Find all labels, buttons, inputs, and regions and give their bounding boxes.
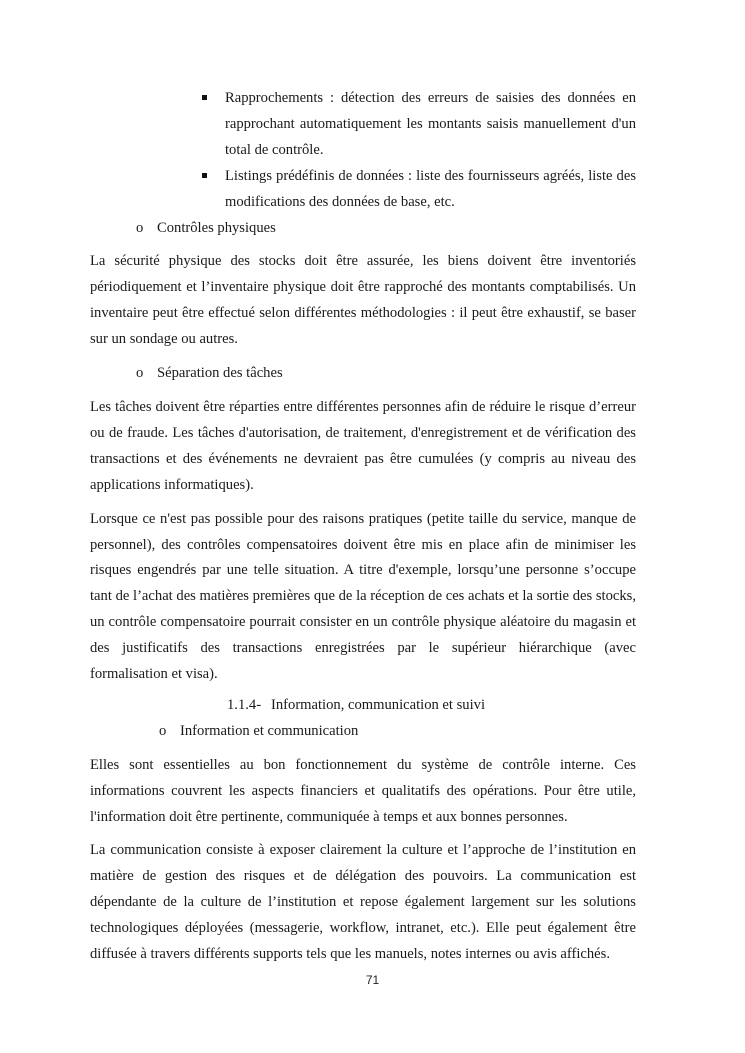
circle-bullet-icon: o: [159, 722, 167, 739]
circle-bullet-icon: o: [136, 219, 144, 236]
circle-bullet-icon: o: [136, 365, 144, 382]
list-item-text: Listings prédéfinis de données : liste des fournisseurs agréés, liste des modifications des données de base, etc.: [225, 167, 636, 210]
square-bullet-icon: [202, 95, 207, 100]
page-body: [90, 86, 636, 976]
square-bullet-icon: [202, 173, 207, 178]
subsection-title: Séparation des tâches: [157, 365, 283, 382]
paragraph: Elles sont essentielles au bon fonctionnement du système de contrôle interne. Ces informations couvrent les aspects financiers et qualitatifs des opérations. Pour être utile, l'information doit être pertinente, communiquée à temps et aux bonnes personnes.: [90, 756, 636, 825]
paragraph: Les tâches doivent être réparties entre différentes personnes afin de réduire le risque d’erreur ou de fraude. Les tâches d'autorisation, de traitement, d'enregistrement et de vérification des transactions et des événements ne devraient pas être cumulées (y compris au niveau des applications informatiques).: [90, 398, 636, 493]
section-number: 1.1.4-: [227, 696, 262, 713]
subsection-separation-taches: [90, 361, 636, 387]
subsection-controles-physiques: [90, 216, 636, 242]
section-title: Information, communication et suivi: [271, 696, 485, 713]
paragraph: Lorsque ce n'est pas possible pour des raisons pratiques (petite taille du service, manque de personnel), des contrôles compensatoires doivent être mis en place afin de minimiser les risques engendrés par une telle situation. A titre d'exemple, lorsqu’une personne s’occupe tant de l’achat des matières premières que de la réception de ces achats et la sortie des stocks, un contrôle compensatoire pourrait consister en un contrôle physique aléatoire du magasin et des justificatifs des transactions enregistrées par le supérieur hiérarchique (avec formalisation et visa).: [90, 510, 636, 683]
list-item: [90, 86, 636, 164]
list-item-text: Rapprochements : détection des erreurs de saisies des données en rapprochant automatiquement les montants saisis manuellement d'un total de contrôle.: [225, 90, 636, 158]
subsection-information-communication: [90, 719, 636, 745]
list-item: [90, 164, 636, 216]
paragraph: La communication consiste à exposer clairement la culture et l’approche de l’institution en matière de gestion des risques et de délégation des pouvoirs. La communication est dépendante de la culture de l’institution et repose également largement sur les solutions technologiques déployées (messagerie, workflow, intranet, etc.). Elle peut également être diffusée à travers différents supports tels que les manuels, notes internes ou avis affichés.: [90, 842, 636, 963]
section-heading: [90, 693, 636, 719]
paragraph: La sécurité physique des stocks doit être assurée, les biens doivent être inventoriés périodiquement et l’inventaire physique doit être rapproché des montants comptabilisés. Un inventaire peut être effectué selon différentes méthodologies : il peut être exhaustif, se baser sur un sondage ou autres.: [90, 253, 636, 348]
subsection-title: Contrôles physiques: [157, 219, 276, 236]
page-number: 71: [365, 973, 380, 987]
subsection-title: Information et communication: [180, 722, 359, 739]
